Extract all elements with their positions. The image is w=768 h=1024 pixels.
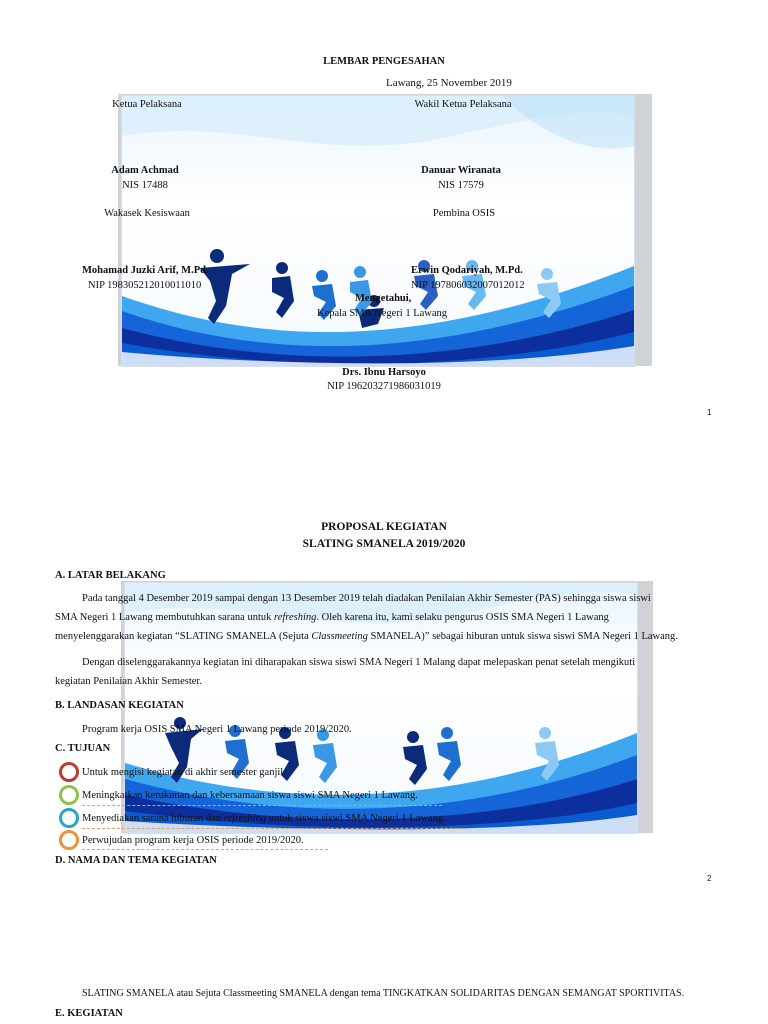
section-a-heading: A. LATAR BELAKANG — [55, 570, 166, 581]
proposal-subtitle: SLATING SMANELA 2019/2020 — [302, 538, 466, 550]
proposal-title: PROPOSAL KEGIATAN — [321, 521, 447, 533]
acknowledge-label: Mengetahui, — [355, 293, 412, 304]
para-a1-line3: menyelenggarakan kegiatan “SLATING SMANELA (Sejuta Classmeeting SMANELA)” sebagai hiburan untuk siswa siswi SMA Negeri 1 Lawang. — [55, 631, 678, 642]
left-name-1: Adam Achmad — [111, 165, 179, 176]
left-role-1: Ketua Pelaksana — [112, 99, 182, 110]
right-id-2: NIP 197806032007012012 — [411, 280, 525, 291]
left-id-2: NIP 198305212010011010 — [88, 280, 202, 291]
principal-role: Kepala SMA Negeri 1 Lawang — [317, 308, 448, 319]
section-c-heading: C. TUJUAN — [55, 743, 111, 754]
dashed-divider-1 — [82, 805, 442, 806]
section-b-heading: B. LANDASAN KEGIATAN — [55, 700, 184, 711]
sports-banner-1 — [122, 96, 634, 366]
principal-id: NIP 196203271986031019 — [327, 381, 441, 392]
blue-circle-bullet — [59, 808, 79, 828]
green-circle-bullet — [59, 785, 79, 805]
page-number-1: 1 — [707, 408, 712, 417]
right-name-2: Erwin Qodariyah, M.Pd. — [411, 265, 523, 276]
right-role-2: Pembina OSIS — [432, 208, 496, 219]
dashed-divider-2 — [82, 828, 468, 829]
para-a2-line1: Dengan diselenggarakannya kegiatan ini diharapakan siswa siswi SMA Negeri 1 Malang dapat melepaskan penat setelah mengikuti — [82, 657, 636, 668]
section-d-heading: D. NAMA DAN TEMA KEGIATAN — [55, 855, 217, 866]
goal-item-4: Perwujudan program kerja OSIS periode 2019/2020. — [82, 835, 304, 846]
page-number-2: 2 — [707, 874, 712, 883]
goal-item-2: Meningkatkan kerukunan dan kebersamaan siswa siswi SMA Negeri 1 Lawang. — [82, 790, 418, 801]
para-a1-line2: SMA Negeri 1 Lawang membutuhkan sarana untuk refreshing. Oleh karena itu, kami selaku pengurus OSIS SMA Negeri 1 Lawang — [55, 612, 609, 623]
section-b-text: Program kerja OSIS SMA Negeri 1 Lawang periode 2019/2020. — [82, 724, 352, 735]
runners-wave-graphic — [122, 96, 634, 366]
page1-title: LEMBAR PENGESAHAN — [323, 56, 445, 67]
para-a1-line1: Pada tanggal 4 Desember 2019 sampai dengan 13 Desember 2019 telah diadakan Penilaian Akhir Semester (PAS) sehingga siswa siswi — [82, 593, 651, 604]
theme-text: SLATING SMANELA atau Sejuta Classmeeting SMANELA dengan tema TINGKATKAN SOLIDARITAS DENGAN SEMANGAT SPORTIVITAS. — [82, 988, 685, 999]
place-date: Lawang, 25 November 2019 — [386, 77, 512, 89]
left-name-2: Mohamad Juzki Arif, M.Pd. — [82, 265, 209, 276]
goal-item-3: Menyediakan sarana hiburan dan refreshing untuk siswa siswi SMA Negeri 1 Lawang. — [82, 813, 446, 824]
section-e-heading: E. KEGIATAN — [55, 1008, 123, 1019]
dashed-divider-3 — [82, 849, 328, 850]
right-id-1: NIS 17579 — [438, 180, 484, 191]
right-name-1: Danuar Wiranata — [421, 165, 501, 176]
left-id-1: NIS 17488 — [122, 180, 168, 191]
orange-circle-bullet — [59, 830, 79, 850]
right-role-1: Wakil Ketua Pelaksana — [414, 99, 512, 110]
red-circle-bullet — [59, 762, 79, 782]
principal-name: Drs. Ibnu Harsoyo — [342, 367, 426, 378]
left-role-2: Wakasek Kesiswaan — [104, 208, 190, 219]
para-a2-line2: kegiatan Penilaian Akhir Semester. — [55, 676, 202, 687]
goal-item-1: Untuk mengisi kegiatan di akhir semester ganjil. — [82, 767, 286, 778]
